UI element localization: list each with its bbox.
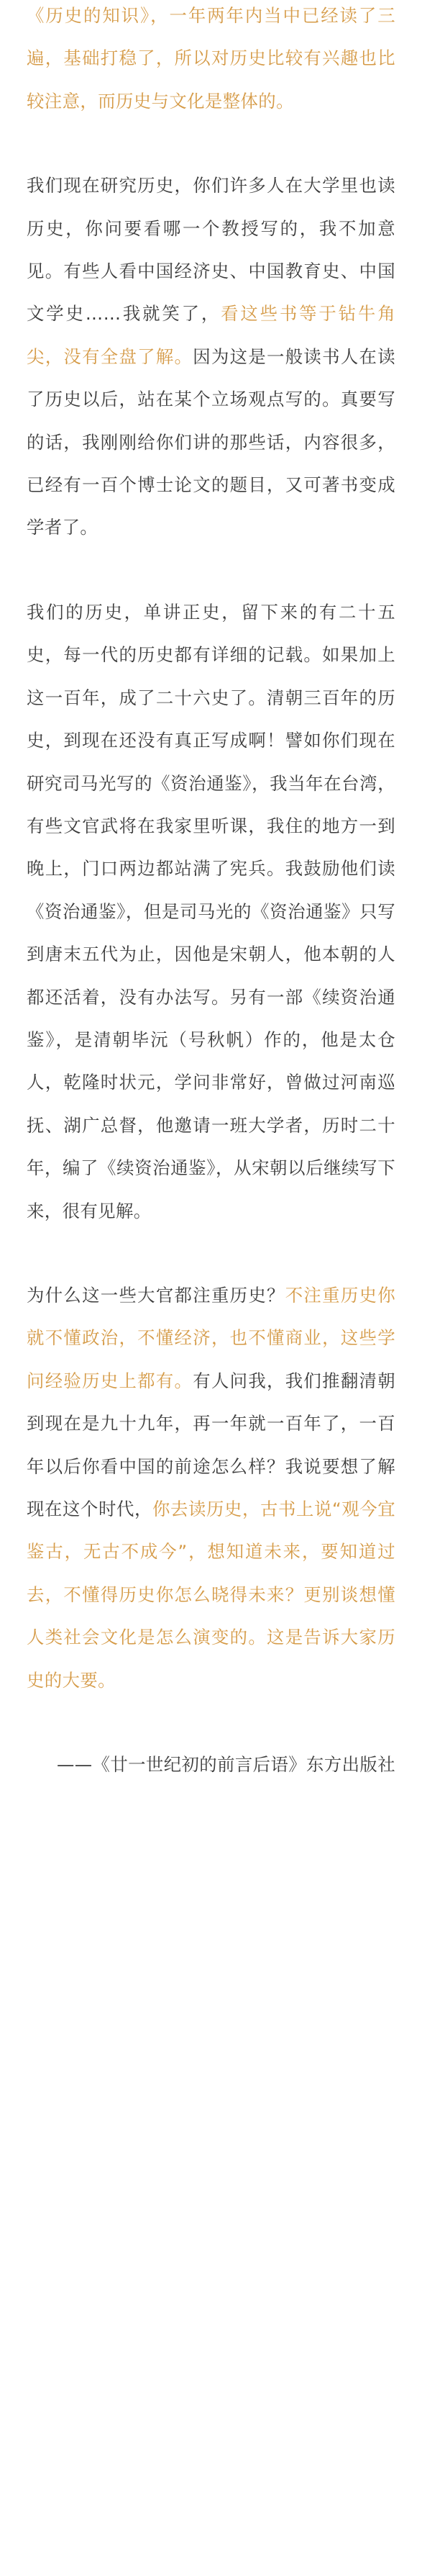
paragraph-2-text-a: 我们现在研究历史，你们许多人在大学里也读历史，你问要看哪一个教授写的，我不加意见。有些人看中国经济史、中国教育史、中国文学史……我就笑了，: [27, 175, 395, 325]
paragraph-gap: [27, 1701, 395, 1743]
paragraph-4-text-a: 为什么这一些大官都注重历史？: [27, 1284, 285, 1306]
paragraph-gap: [27, 122, 395, 164]
paragraph-1-highlight: 《历史的知识》，一年两年内当中已经读了三遍，基础打稳了，所以对历史比较有兴趣也比较注意，而历史与文化是整体的。: [27, 5, 395, 112]
paragraph-3-text: 我们的历史，单讲正史，留下来的有二十五史，每一代的历史都有详细的记载。如果加上这一百年，成了二十六史了。清朝三百年的历史，到现在还没有真正写成啊！譬如你们现在研究司马光写的《资治通鉴》，我当年在台湾，有些文官武将在我家里听课，我住的地方一到晚上，门口两边都站满了宪兵。我鼓励他们读《资治通鉴》，但是司马光的《资治通鉴》只写到唐末五代为止，因他是宋朝人，他本朝的人都还活着，没有办法写。另有一部《续资治通鉴》，是清朝毕沅（号秋帆）作的，他是太仓人，乾隆时状元，学问非常好，曾做过河南巡抚、湖广总督，他邀请一班大学者，历时二十年，编了《续资治通鉴》，从宋朝以后继续写下来，很有见解。: [27, 601, 395, 1221]
paragraph-gap: [27, 549, 395, 591]
paragraph-2-text-b: 因为这是一般读书人在读了历史以后，站在某个立场观点写的。真要写的话，我刚刚给你们讲的那些话，内容很多，已经有一百个博士论文的题目，又可著书变成学者了。: [27, 345, 396, 538]
paragraph-2-highlight: 看这些书等于钻牛角尖，没有全盘了解。: [27, 303, 395, 367]
source-citation: ——《廿一世纪初的前言后语》东方出版社: [56, 1754, 395, 1776]
paragraph-4-highlight-a: 不注重历史你就不懂政治，不懂经济，也不懂商业，这些学问经验历史上都有。: [27, 1284, 395, 1391]
paragraph-1: [27, 0, 395, 122]
paragraph-gap: [27, 1232, 395, 1274]
article-body: [27, 0, 395, 1786]
paragraph-3: [27, 591, 395, 1232]
paragraph-4-text-b: 有人问我，我们推翻清朝到现在是九十九年，再一年就一百年了，一百年以后你看中国的前途怎么样？我说要想了解现在这个时代，: [27, 1370, 396, 1519]
paragraph-4: [27, 1274, 395, 1701]
paragraph-4-highlight-b: 你去读历史，古书上说“观今宜鉴古，无古不成今”，想知道未来，要知道过去，不懂得历史你怎么晓得未来？更别谈想懂人类社会文化是怎么演变的。这是告诉大家历史的大要。: [27, 1499, 395, 1691]
paragraph-2: [27, 164, 395, 549]
